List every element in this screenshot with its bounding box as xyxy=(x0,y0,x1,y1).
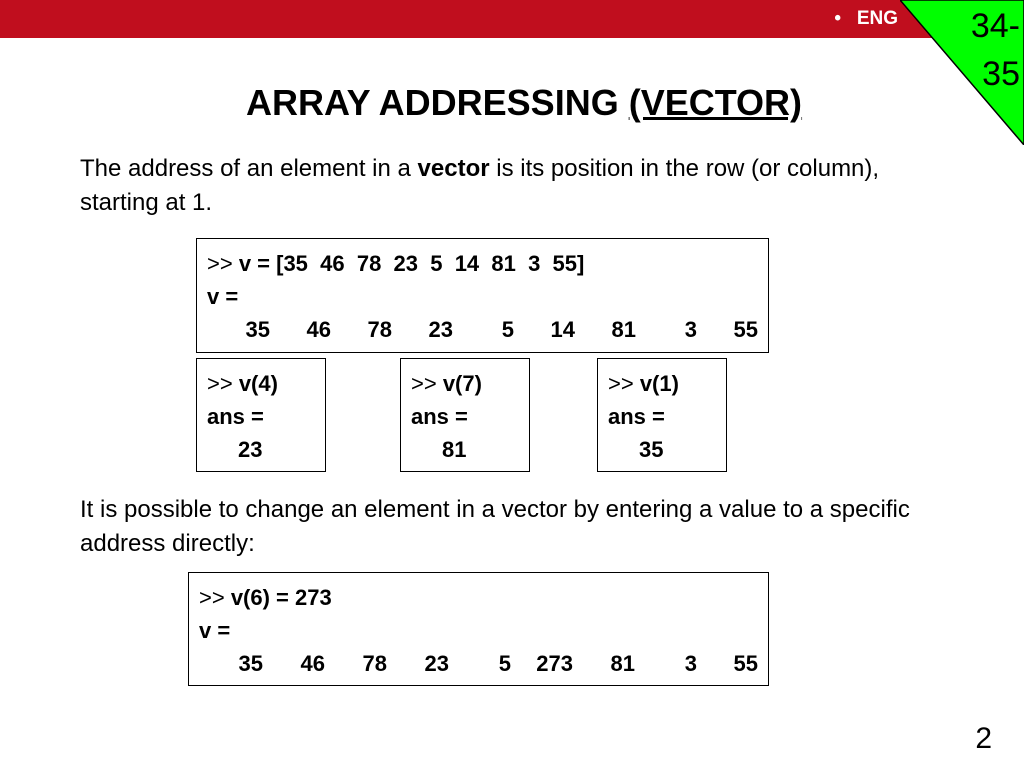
command-line xyxy=(608,367,716,400)
command: v(1) xyxy=(639,371,679,396)
vector-value: 46 xyxy=(306,317,331,342)
page-number: 2 xyxy=(975,722,992,755)
prompt: >> xyxy=(411,371,443,396)
intro-text-before: The address of an element in a xyxy=(80,155,418,182)
ans-label: ans = xyxy=(207,404,264,429)
vector-value: 14 xyxy=(550,317,575,342)
prompt: >> xyxy=(608,371,640,396)
code-block-v7 xyxy=(400,358,530,472)
command-line xyxy=(207,367,315,400)
intro-text-bold: vector xyxy=(417,155,490,182)
vector-value: 273 xyxy=(536,651,573,676)
ans-value: 35 xyxy=(639,437,664,462)
command: v(6) = 273 xyxy=(230,585,332,610)
intro-paragraph xyxy=(80,152,960,220)
command-line xyxy=(199,581,758,614)
vector-output xyxy=(207,313,758,346)
vector-value: 35 xyxy=(238,651,263,676)
command: v(4) xyxy=(238,371,278,396)
vector-value: 81 xyxy=(610,651,635,676)
vector-value: 3 xyxy=(684,317,697,342)
code-block-v4 xyxy=(196,358,326,472)
prompt: >> xyxy=(207,371,239,396)
vector-value: 81 xyxy=(611,317,636,342)
vector-value: 23 xyxy=(428,317,453,342)
header-bullet-text: • ENG xyxy=(834,8,898,29)
vector-value: 78 xyxy=(367,317,392,342)
title-main: ARRAY ADDRESSING xyxy=(245,82,629,123)
vector-value: 35 xyxy=(245,317,270,342)
vector-value: 55 xyxy=(733,651,758,676)
vector-value: 55 xyxy=(733,317,758,342)
code-block-v1 xyxy=(597,358,727,472)
command: v(7) xyxy=(442,371,482,396)
vector-value: 23 xyxy=(424,651,449,676)
slide-title xyxy=(0,82,1024,124)
title-underlined: (VECTOR) xyxy=(628,82,803,123)
ans-label: ans = xyxy=(608,404,665,429)
slide-range-label: 34-35 xyxy=(970,7,1020,93)
prompt: >> xyxy=(199,585,231,610)
var-label: v = xyxy=(199,618,231,643)
change-element-paragraph: It is possible to change an element in a vector by entering a value to a specific address directly: xyxy=(80,496,910,557)
var-label: v = xyxy=(207,284,239,309)
vector-value: 46 xyxy=(300,651,325,676)
vector-value: 5 xyxy=(498,651,511,676)
prompt: >> xyxy=(207,251,239,276)
vector-value: 3 xyxy=(684,651,697,676)
header-bar xyxy=(0,0,1024,38)
ans-label: ans = xyxy=(411,404,468,429)
vector-output xyxy=(199,647,758,680)
code-block-define-vector xyxy=(196,238,769,353)
ans-value: 81 xyxy=(442,437,467,462)
code-block-assign-element xyxy=(188,572,769,686)
vector-value: 5 xyxy=(501,317,514,342)
intro-text-after: is its position in the row (or column), starting at 1. xyxy=(80,155,880,216)
ans-value: 23 xyxy=(238,437,263,462)
vector-value: 78 xyxy=(362,651,387,676)
command-line xyxy=(411,367,519,400)
command-line xyxy=(207,247,758,280)
command: v = [35 46 78 23 5 14 81 3 55] xyxy=(238,251,585,276)
